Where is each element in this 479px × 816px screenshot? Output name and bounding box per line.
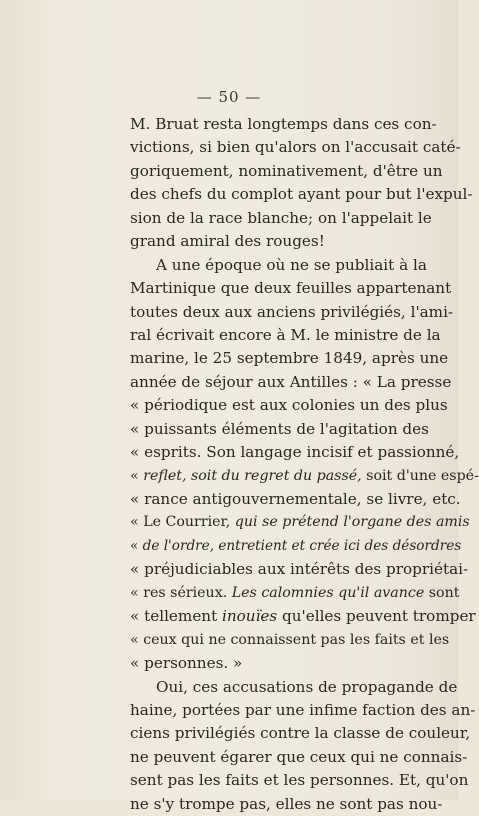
text-line: « périodique est aux colonies un des plus bbox=[130, 396, 448, 415]
text-segment: « Le Courrier, bbox=[130, 514, 235, 531]
text-line bbox=[130, 582, 460, 605]
page-number: — 50 — bbox=[196, 88, 262, 106]
text-line: haine, portées par une infime faction des an- bbox=[130, 700, 476, 719]
text-segment: « res sérieux. bbox=[130, 584, 232, 601]
italic-segment: Les calomnies qu'il avance bbox=[231, 584, 425, 601]
text-line: des chefs du complot ayant pour but l'expul- bbox=[130, 185, 473, 204]
text-line: toutes deux aux anciens privilégiés, l'ami- bbox=[130, 302, 454, 321]
text-line: marine, le 25 septembre 1849, après une bbox=[130, 349, 449, 368]
text-line: ne peuvent égarer que ceux qui ne connais- bbox=[130, 747, 468, 766]
text-line: « personnes. » bbox=[130, 654, 243, 673]
text-segment: « bbox=[130, 537, 143, 554]
text-segment: « tellement bbox=[130, 607, 223, 626]
text-line: année de séjour aux Antilles : « La presse bbox=[130, 372, 452, 391]
text-line: Martinique que deux feuilles appartenant bbox=[130, 279, 452, 298]
text-segment: qu'elles peuvent tromper bbox=[277, 607, 476, 626]
text-line bbox=[130, 465, 479, 488]
text-line: victions, si bien qu'alors on l'accusait caté- bbox=[130, 138, 461, 157]
text-line: Oui, ces accusations de propagande de bbox=[156, 677, 458, 696]
text-line: sent pas les faits et les personnes. Et, qu'on bbox=[130, 771, 469, 790]
text-line: « ceux qui ne connaissent pas les faits et les bbox=[130, 631, 450, 648]
italic-segment: inouïes bbox=[222, 607, 278, 626]
text-line: A une époque où ne se publiait à la bbox=[156, 255, 427, 274]
text-line: sion de la race blanche; on l'appelait le bbox=[130, 208, 432, 227]
text-line: grand amiral des rouges! bbox=[130, 232, 325, 251]
italic-segment: reflet, soit du regret du passé, bbox=[143, 467, 362, 484]
text-line: M. Bruat resta longtemps dans ces con- bbox=[130, 115, 437, 133]
text-line: ral écrivait encore à M. le ministre de la bbox=[130, 325, 441, 344]
text-line: goriquement, nominativement, d'être un bbox=[130, 161, 443, 180]
italic-segment: qui se prétend l'organe des amis bbox=[234, 514, 470, 531]
text-line: « puissants éléments de l'agitation des bbox=[130, 419, 429, 438]
text-line: « rance antigouvernementale, se livre, etc. bbox=[130, 490, 461, 508]
text-line: « préjudiciables aux intérêts des propriétai- bbox=[130, 560, 469, 579]
text-line bbox=[130, 605, 476, 628]
text-segment: sont bbox=[424, 584, 460, 601]
text-line: ciens privilégiés contre la classe de couleur, bbox=[130, 724, 471, 743]
text-line: « esprits. Son langage incisif et passionné, bbox=[130, 443, 460, 462]
text-line bbox=[130, 535, 462, 558]
text-segment: soit d'une espé- bbox=[361, 467, 479, 484]
text-segment: « bbox=[130, 467, 144, 484]
italic-segment: de l'ordre, entretient et crée ici des désordres bbox=[142, 537, 462, 554]
body-text bbox=[130, 113, 479, 816]
text-line: ne s'y trompe pas, elles ne sont pas nou- bbox=[130, 794, 443, 813]
text-line bbox=[130, 511, 470, 534]
